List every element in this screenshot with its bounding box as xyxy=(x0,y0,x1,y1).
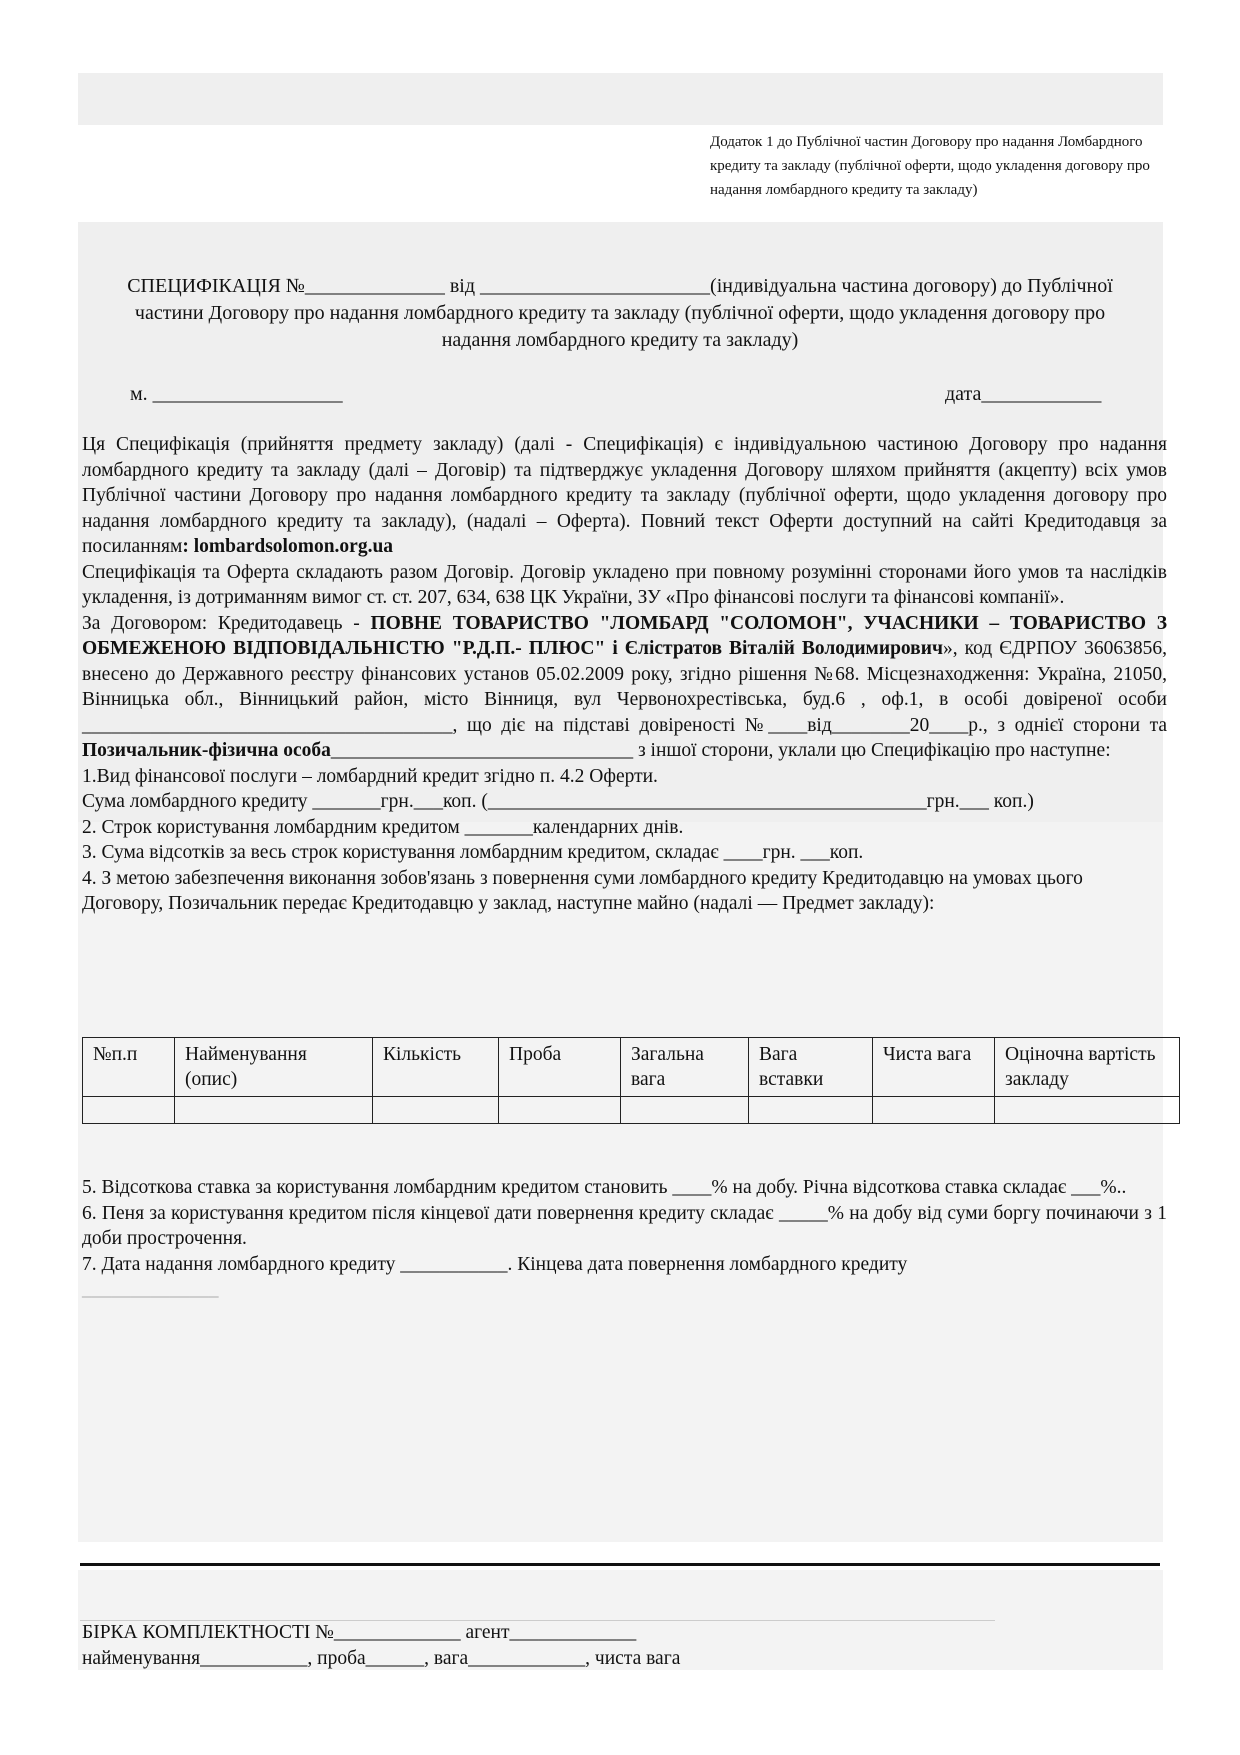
table-row xyxy=(83,1097,1180,1124)
tag-line-2: найменування___________, проба______, вага____________, чиста вага xyxy=(82,1648,681,1669)
collateral-table xyxy=(82,1037,1180,1124)
parties-pre: За Договором: Кредитодавець - xyxy=(82,612,371,634)
item-3: 3. Сума відсотків за весь строк користування ломбардним кредитом, складає ____грн. ___коп. xyxy=(82,842,864,863)
parties-post: _______________________________ з іншої сторони, уклали цю Специфікацію про наступне: xyxy=(330,740,1111,761)
completeness-tag xyxy=(82,1620,680,1672)
table-cell xyxy=(995,1097,1180,1124)
intro-paragraph-2: Специфікація та Оферта складають разом Договір. Договір укладено при повному розумінні сторонами його умов та наслідків укладення, із дотриманням вимог ст. ст. 207, 634, 638 ЦК України, ЗУ «Про фінансові послуги та фінансові компанії». xyxy=(82,561,1167,608)
website-link: : lombardsolomon.org.ua xyxy=(182,536,394,557)
col-header-valuation: Оціночна вартість закладу xyxy=(995,1038,1180,1097)
intro-paragraph xyxy=(82,432,1167,560)
item-1a: 1.Вид фінансової послуги – ломбардний кредит згідно п. 4.2 Оферти. xyxy=(82,765,658,787)
item-1b: Сума ломбардного кредиту _______грн.___коп. (_____________________________________________грн.___ коп.) xyxy=(82,791,1034,812)
table-cell xyxy=(175,1097,373,1124)
item-4: 4. З метою забезпечення виконання зобов'язань з повернення суми ломбардного кредиту Кредитодавцю на умовах цього Договору, Позичальник передає Кредитодавцю у заклад, наступне майно (надалі — Предмет закладу): xyxy=(82,867,1083,914)
lender-name: ПОВНЕ ТОВАРИСТВО "ЛОМБАРД "СОЛОМОН", УЧАСНИКИ – ТОВАРИСТВО З ОБМЕЖЕНОЮ ВІДПОВІДАЛЬНІСТЮ "Р.Д.П.- ПЛЮС" і Єлістратов Віталій Володимирович xyxy=(82,612,1168,659)
table-cell xyxy=(749,1097,873,1124)
table-cell xyxy=(83,1097,175,1124)
table-cell xyxy=(373,1097,499,1124)
col-header-name: Найменування (опис) xyxy=(175,1038,373,1097)
intro-text: Ця Специфікація (прийняття предмету закладу) (далі - Специфікація) є індивідуальною частиною Договору про надання ломбардного кредиту та закладу (далі – Договір) та підтверджує укладення Договору шляхом прийняття (акцепту) всіх умов Публічної частини Договору про надання ломбардного кредиту та закладу (публічної оферти, щодо укладення договору про надання ломбардного кредиту та закладу), (надалі – Оферта). Повний текст Оферти доступний на сайті Кредитодавця за посиланням xyxy=(82,434,1167,557)
date-field: дата____________ xyxy=(945,383,1102,405)
table-cell xyxy=(873,1097,995,1124)
section-divider xyxy=(80,1563,1160,1566)
item-7: 7. Дата надання ломбардного кредиту ___________. Кінцева дата повернення ломбардного кредиту xyxy=(82,1253,908,1275)
col-header-total-weight: Загальна вага xyxy=(621,1038,749,1097)
terms-section xyxy=(82,1175,1167,1303)
borrower-label: Позичальник-фізична особа xyxy=(82,740,331,761)
item-5: 5. Відсоткова ставка за користування ломбардним кредитом становить ____% на добу. Річна відсоткова ставка складає ___%.. xyxy=(82,1177,1127,1198)
col-header-quantity: Кількість xyxy=(373,1038,499,1097)
table-header-row xyxy=(83,1038,1180,1097)
col-header-assay: Проба xyxy=(499,1038,621,1097)
parties-mid: », код ЄДРПОУ 36063856, внесено до Державного реєстру фінансових установ 05.02.2009 року, згідно рішення №68. Місцезнаходження: Україна, 21050, Вінницька обл., Вінницький район, місто Вінниця, вул Червонохрестівська, буд.6 , оф.1, в особі довіреної особи ______________________________________, що діє на підставі довіреності №____від________20____р., з однієї сторони та xyxy=(82,638,1167,736)
item-2: 2. Строк користування ломбардним кредитом _______календарних днів. xyxy=(82,816,684,838)
tag-line-1: БІРКА КОМПЛЕКТНОСТІ №_____________ агент_____________ xyxy=(82,1622,637,1643)
col-header-number: №п.п xyxy=(83,1038,175,1097)
item-7-tail: ______________ xyxy=(82,1279,219,1300)
scan-shade-top xyxy=(78,73,1163,125)
annex-note: Додаток 1 до Публічної частин Договору про надання Ломбардного кредиту та закладу (публічної оферти, щодо укладення договору про надання ломбардного кредиту та закладу) xyxy=(710,134,1150,198)
col-header-insert-weight: Вага вставки xyxy=(749,1038,873,1097)
table-cell xyxy=(499,1097,621,1124)
parties-paragraph xyxy=(82,611,1167,764)
item-6: 6. Пеня за користування кредитом після кінцевої дати повернення кредиту складає _____% на добу від суми боргу починаючи з 1 доби прострочення. xyxy=(82,1202,1167,1249)
col-header-net-weight: Чиста вага xyxy=(873,1038,995,1097)
spec-title: СПЕЦИФІКАЦІЯ №______________ від _______________________(індивідуальна частина договору) до Публічної частини Договору про надання ломбардного кредиту та закладу (публічної оферти, щодо укладення договору про надання ломбардного кредиту та закладу) xyxy=(127,275,1113,351)
intro-section xyxy=(82,432,1167,917)
table-cell xyxy=(621,1097,749,1124)
city-field: м. ___________________ xyxy=(130,383,343,405)
